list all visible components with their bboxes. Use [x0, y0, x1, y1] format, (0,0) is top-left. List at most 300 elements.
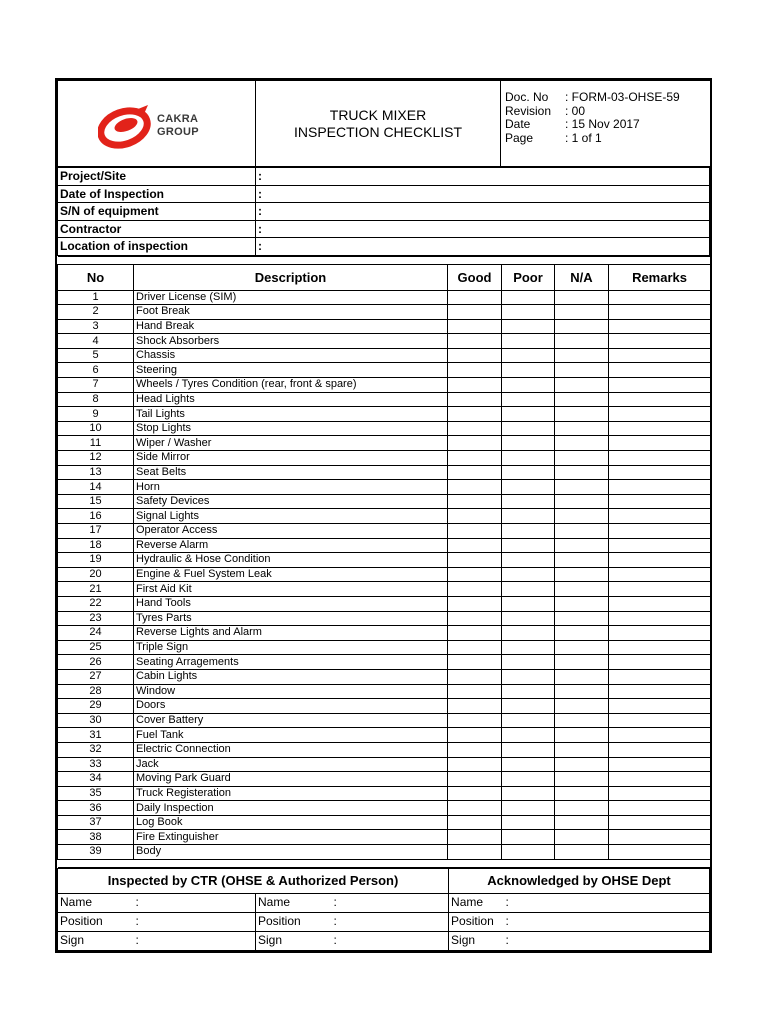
checklist-row — [58, 553, 711, 568]
na-cell[interactable] — [555, 669, 609, 684]
poor-cell[interactable] — [502, 699, 555, 714]
poor-cell[interactable] — [502, 421, 555, 436]
cakra-swirl-icon — [98, 103, 154, 149]
remarks-cell[interactable] — [609, 378, 711, 393]
signoff-table — [57, 868, 710, 951]
item-description: Cabin Lights — [134, 669, 448, 684]
good-cell[interactable] — [448, 480, 502, 495]
info-label: Date of Inspection — [58, 185, 256, 203]
remarks-cell[interactable] — [609, 830, 711, 845]
good-cell[interactable] — [448, 830, 502, 845]
item-number: 27 — [58, 669, 134, 684]
item-number: 2 — [58, 305, 134, 320]
col-good: Good — [448, 264, 502, 290]
page-label: Page — [505, 130, 534, 145]
item-number: 30 — [58, 713, 134, 728]
item-number: 21 — [58, 582, 134, 597]
poor-cell[interactable] — [502, 538, 555, 553]
remarks-cell[interactable] — [609, 451, 711, 466]
good-cell[interactable] — [448, 655, 502, 670]
signoff-colon: : — [333, 933, 337, 948]
good-cell[interactable] — [448, 626, 502, 641]
signoff-label: Position — [449, 912, 504, 931]
remarks-cell[interactable] — [609, 626, 711, 641]
remarks-cell[interactable] — [609, 538, 711, 553]
info-field[interactable]: : — [256, 238, 710, 256]
poor-cell[interactable] — [502, 815, 555, 830]
item-number: 11 — [58, 436, 134, 451]
poor-cell[interactable] — [502, 480, 555, 495]
poor-cell[interactable] — [502, 363, 555, 378]
col-description: Description — [134, 264, 448, 290]
na-cell[interactable] — [555, 626, 609, 641]
na-cell[interactable] — [555, 392, 609, 407]
checklist-row — [58, 524, 711, 539]
info-field[interactable]: : — [256, 168, 710, 186]
signoff-label: Sign — [256, 931, 332, 950]
checklist-row — [58, 392, 711, 407]
item-description: Truck Registeration — [134, 786, 448, 801]
item-description: Log Book — [134, 815, 448, 830]
poor-cell[interactable] — [502, 830, 555, 845]
info-row — [58, 168, 710, 186]
remarks-cell[interactable] — [609, 407, 711, 422]
item-number: 36 — [58, 801, 134, 816]
na-cell[interactable] — [555, 728, 609, 743]
remarks-cell[interactable] — [609, 699, 711, 714]
good-cell[interactable] — [448, 509, 502, 524]
checklist-row — [58, 626, 711, 641]
poor-cell[interactable] — [502, 582, 555, 597]
item-number: 5 — [58, 348, 134, 363]
signoff-field[interactable] — [134, 893, 256, 912]
good-cell[interactable] — [448, 684, 502, 699]
na-cell[interactable] — [555, 845, 609, 860]
poor-cell[interactable] — [502, 509, 555, 524]
poor-cell[interactable] — [502, 407, 555, 422]
signoff-field[interactable] — [332, 931, 449, 950]
good-cell[interactable] — [448, 567, 502, 582]
item-number: 9 — [58, 407, 134, 422]
item-number: 29 — [58, 699, 134, 714]
good-cell[interactable] — [448, 363, 502, 378]
title-line2: INSPECTION CHECKLIST — [293, 123, 463, 140]
na-cell[interactable] — [555, 465, 609, 480]
checklist-table — [57, 256, 711, 868]
remarks-cell[interactable] — [609, 494, 711, 509]
item-description: Engine & Fuel System Leak — [134, 567, 448, 582]
signoff-label: Name — [256, 893, 332, 912]
remarks-cell[interactable] — [609, 348, 711, 363]
item-description: Foot Break — [134, 305, 448, 320]
poor-cell[interactable] — [502, 392, 555, 407]
checklist-row — [58, 509, 711, 524]
good-cell[interactable] — [448, 728, 502, 743]
remarks-cell[interactable] — [609, 524, 711, 539]
remarks-cell[interactable] — [609, 611, 711, 626]
good-cell[interactable] — [448, 436, 502, 451]
logo-name-line2: GROUP — [157, 126, 199, 138]
item-description: Reverse Alarm — [134, 538, 448, 553]
remarks-cell[interactable] — [609, 669, 711, 684]
poor-cell[interactable] — [502, 684, 555, 699]
checklist-row — [58, 421, 711, 436]
na-cell[interactable] — [555, 436, 609, 451]
info-row — [58, 203, 710, 221]
item-number: 38 — [58, 830, 134, 845]
item-description: Head Lights — [134, 392, 448, 407]
poor-cell[interactable] — [502, 757, 555, 772]
poor-cell[interactable] — [502, 786, 555, 801]
na-cell[interactable] — [555, 830, 609, 845]
item-description: Operator Access — [134, 524, 448, 539]
checklist-row — [58, 290, 711, 305]
na-cell[interactable] — [555, 713, 609, 728]
date-value: : 15 Nov 2017 — [565, 117, 640, 131]
signoff-colon: : — [333, 914, 337, 929]
na-cell[interactable] — [555, 655, 609, 670]
poor-cell[interactable] — [502, 319, 555, 334]
form-title — [256, 81, 501, 167]
item-number: 23 — [58, 611, 134, 626]
checklist-row — [58, 538, 711, 553]
good-cell[interactable] — [448, 524, 502, 539]
signoff-colon: : — [135, 933, 139, 948]
good-cell[interactable] — [448, 699, 502, 714]
signoff-label: Position — [256, 912, 332, 931]
item-number: 14 — [58, 480, 134, 495]
item-description: Tail Lights — [134, 407, 448, 422]
good-cell[interactable] — [448, 348, 502, 363]
good-cell[interactable] — [448, 669, 502, 684]
revision-value: : 00 — [565, 103, 586, 118]
good-cell[interactable] — [448, 772, 502, 787]
item-description: Signal Lights — [134, 509, 448, 524]
na-cell[interactable] — [555, 290, 609, 305]
na-cell[interactable] — [555, 567, 609, 582]
acknowledged-by-heading: Acknowledged by OHSE Dept — [449, 868, 710, 893]
good-cell[interactable] — [448, 319, 502, 334]
good-cell[interactable] — [448, 596, 502, 611]
form-header — [57, 80, 711, 167]
item-description: Electric Connection — [134, 742, 448, 757]
poor-cell[interactable] — [502, 596, 555, 611]
checklist-row — [58, 611, 711, 626]
checklist-row — [58, 334, 711, 349]
item-description: Seating Arragements — [134, 655, 448, 670]
na-cell[interactable] — [555, 509, 609, 524]
good-cell[interactable] — [448, 392, 502, 407]
item-description: Fire Extinguisher — [134, 830, 448, 845]
info-label: Contractor — [58, 220, 256, 238]
inspection-form — [55, 78, 712, 953]
na-cell[interactable] — [555, 611, 609, 626]
info-row — [58, 220, 710, 238]
checklist-row — [58, 830, 711, 845]
good-cell[interactable] — [448, 465, 502, 480]
remarks-cell[interactable] — [609, 786, 711, 801]
checklist-row — [58, 436, 711, 451]
na-cell[interactable] — [555, 684, 609, 699]
poor-cell[interactable] — [502, 451, 555, 466]
na-cell[interactable] — [555, 786, 609, 801]
poor-cell[interactable] — [502, 348, 555, 363]
info-label: S/N of equipment — [58, 203, 256, 221]
item-number: 32 — [58, 742, 134, 757]
checklist-row — [58, 319, 711, 334]
good-cell[interactable] — [448, 611, 502, 626]
remarks-cell[interactable] — [609, 290, 711, 305]
signoff-colon: : — [505, 895, 509, 910]
good-cell[interactable] — [448, 713, 502, 728]
signoff-field[interactable] — [134, 931, 256, 950]
info-label: Location of inspection — [58, 238, 256, 256]
checklist-row — [58, 742, 711, 757]
item-number: 6 — [58, 363, 134, 378]
good-cell[interactable] — [448, 378, 502, 393]
poor-cell[interactable] — [502, 669, 555, 684]
poor-cell[interactable] — [502, 378, 555, 393]
na-cell[interactable] — [555, 407, 609, 422]
good-cell[interactable] — [448, 786, 502, 801]
item-description: Cover Battery — [134, 713, 448, 728]
na-cell[interactable] — [555, 421, 609, 436]
na-cell[interactable] — [555, 334, 609, 349]
poor-cell[interactable] — [502, 626, 555, 641]
na-cell[interactable] — [555, 378, 609, 393]
checklist-row — [58, 772, 711, 787]
doc-info — [501, 81, 711, 167]
poor-cell[interactable] — [502, 436, 555, 451]
doc-no-value: : FORM-03-OHSE-59 — [565, 90, 680, 104]
item-number: 37 — [58, 815, 134, 830]
remarks-cell[interactable] — [609, 436, 711, 451]
checklist-row — [58, 480, 711, 495]
remarks-cell[interactable] — [609, 421, 711, 436]
na-cell[interactable] — [555, 305, 609, 320]
good-cell[interactable] — [448, 742, 502, 757]
item-description: Hydraulic & Hose Condition — [134, 553, 448, 568]
item-number: 33 — [58, 757, 134, 772]
remarks-cell[interactable] — [609, 480, 711, 495]
signoff-field[interactable] — [504, 912, 710, 931]
poor-cell[interactable] — [502, 655, 555, 670]
remarks-cell[interactable] — [609, 553, 711, 568]
item-number: 25 — [58, 640, 134, 655]
good-cell[interactable] — [448, 451, 502, 466]
item-description: Daily Inspection — [134, 801, 448, 816]
poor-cell[interactable] — [502, 728, 555, 743]
doc-no-label: Doc. No — [505, 90, 549, 104]
na-cell[interactable] — [555, 480, 609, 495]
item-description: Stop Lights — [134, 421, 448, 436]
remarks-cell[interactable] — [609, 742, 711, 757]
na-cell[interactable] — [555, 742, 609, 757]
item-description: Wiper / Washer — [134, 436, 448, 451]
na-cell[interactable] — [555, 524, 609, 539]
remarks-cell[interactable] — [609, 772, 711, 787]
item-description: Chassis — [134, 348, 448, 363]
checklist-row — [58, 596, 711, 611]
item-number: 16 — [58, 509, 134, 524]
item-number: 39 — [58, 845, 134, 860]
info-field[interactable]: : — [256, 185, 710, 203]
item-number: 15 — [58, 494, 134, 509]
good-cell[interactable] — [448, 334, 502, 349]
poor-cell[interactable] — [502, 845, 555, 860]
item-number: 12 — [58, 451, 134, 466]
item-description: Shock Absorbers — [134, 334, 448, 349]
item-number: 28 — [58, 684, 134, 699]
remarks-cell[interactable] — [609, 334, 711, 349]
good-cell[interactable] — [448, 421, 502, 436]
poor-cell[interactable] — [502, 305, 555, 320]
logo-name-line1: CAKRA — [157, 113, 199, 125]
remarks-cell[interactable] — [609, 728, 711, 743]
remarks-cell[interactable] — [609, 319, 711, 334]
revision-label: Revision — [505, 103, 552, 118]
poor-cell[interactable] — [502, 465, 555, 480]
remarks-cell[interactable] — [609, 392, 711, 407]
poor-cell[interactable] — [502, 494, 555, 509]
signoff-colon: : — [505, 914, 509, 929]
checklist-header-row — [58, 264, 711, 290]
good-cell[interactable] — [448, 305, 502, 320]
remarks-cell[interactable] — [609, 363, 711, 378]
inspected-by-heading: Inspected by CTR (OHSE & Authorized Person) — [58, 868, 449, 893]
na-cell[interactable] — [555, 699, 609, 714]
checklist-row — [58, 786, 711, 801]
checklist-row — [58, 378, 711, 393]
item-number: 10 — [58, 421, 134, 436]
remarks-cell[interactable] — [609, 757, 711, 772]
signoff-label: Sign — [449, 931, 504, 950]
good-cell[interactable] — [448, 801, 502, 816]
na-cell[interactable] — [555, 596, 609, 611]
item-description: Reverse Lights and Alarm — [134, 626, 448, 641]
na-cell[interactable] — [555, 582, 609, 597]
poor-cell[interactable] — [502, 553, 555, 568]
poor-cell[interactable] — [502, 772, 555, 787]
na-cell[interactable] — [555, 801, 609, 816]
checklist-row — [58, 305, 711, 320]
remarks-cell[interactable] — [609, 713, 711, 728]
na-cell[interactable] — [555, 319, 609, 334]
remarks-cell[interactable] — [609, 567, 711, 582]
remarks-cell[interactable] — [609, 815, 711, 830]
na-cell[interactable] — [555, 553, 609, 568]
signoff-colon: : — [135, 895, 139, 910]
na-cell[interactable] — [555, 451, 609, 466]
good-cell[interactable] — [448, 290, 502, 305]
poor-cell[interactable] — [502, 334, 555, 349]
signoff-field[interactable] — [332, 912, 449, 931]
na-cell[interactable] — [555, 772, 609, 787]
signoff-field[interactable] — [134, 912, 256, 931]
checklist-row — [58, 582, 711, 597]
good-cell[interactable] — [448, 407, 502, 422]
na-cell[interactable] — [555, 348, 609, 363]
page-value: : 1 of 1 — [565, 130, 602, 145]
good-cell[interactable] — [448, 845, 502, 860]
signoff-label: Sign — [58, 931, 134, 950]
na-cell[interactable] — [555, 640, 609, 655]
title-line1: TRUCK MIXER — [329, 106, 427, 123]
cakra-group-logo — [98, 103, 199, 149]
poor-cell[interactable] — [502, 524, 555, 539]
date-label: Date — [505, 117, 531, 131]
item-description: Doors — [134, 699, 448, 714]
poor-cell[interactable] — [502, 640, 555, 655]
poor-cell[interactable] — [502, 567, 555, 582]
checklist-row — [58, 407, 711, 422]
item-number: 24 — [58, 626, 134, 641]
remarks-cell[interactable] — [609, 640, 711, 655]
item-description: Steering — [134, 363, 448, 378]
na-cell[interactable] — [555, 815, 609, 830]
good-cell[interactable] — [448, 494, 502, 509]
signoff-field[interactable] — [332, 893, 449, 912]
checklist-row — [58, 363, 711, 378]
info-field[interactable]: : — [256, 220, 710, 238]
remarks-cell[interactable] — [609, 596, 711, 611]
info-row — [58, 185, 710, 203]
checklist-row — [58, 655, 711, 670]
signoff-field[interactable] — [504, 893, 710, 912]
good-cell[interactable] — [448, 538, 502, 553]
na-cell[interactable] — [555, 757, 609, 772]
checklist-row — [58, 757, 711, 772]
item-number: 7 — [58, 378, 134, 393]
item-number: 20 — [58, 567, 134, 582]
na-cell[interactable] — [555, 538, 609, 553]
good-cell[interactable] — [448, 582, 502, 597]
item-number: 18 — [58, 538, 134, 553]
remarks-cell[interactable] — [609, 305, 711, 320]
remarks-cell[interactable] — [609, 509, 711, 524]
item-description: Wheels / Tyres Condition (rear, front & spare) — [134, 378, 448, 393]
good-cell[interactable] — [448, 815, 502, 830]
remarks-cell[interactable] — [609, 655, 711, 670]
remarks-cell[interactable] — [609, 801, 711, 816]
item-description: Horn — [134, 480, 448, 495]
good-cell[interactable] — [448, 640, 502, 655]
remarks-cell[interactable] — [609, 684, 711, 699]
remarks-cell[interactable] — [609, 465, 711, 480]
col-no: No — [58, 264, 134, 290]
poor-cell[interactable] — [502, 290, 555, 305]
item-description: First Aid Kit — [134, 582, 448, 597]
poor-cell[interactable] — [502, 742, 555, 757]
info-field[interactable]: : — [256, 203, 710, 221]
item-number: 13 — [58, 465, 134, 480]
signoff-row — [58, 893, 710, 912]
na-cell[interactable] — [555, 494, 609, 509]
poor-cell[interactable] — [502, 713, 555, 728]
poor-cell[interactable] — [502, 801, 555, 816]
checklist-row — [58, 845, 711, 860]
good-cell[interactable] — [448, 553, 502, 568]
na-cell[interactable] — [555, 363, 609, 378]
info-label: Project/Site — [58, 168, 256, 186]
item-description: Safety Devices — [134, 494, 448, 509]
poor-cell[interactable] — [502, 611, 555, 626]
signoff-colon: : — [135, 914, 139, 929]
remarks-cell[interactable] — [609, 845, 711, 860]
good-cell[interactable] — [448, 757, 502, 772]
remarks-cell[interactable] — [609, 582, 711, 597]
signoff-field[interactable] — [504, 931, 710, 950]
